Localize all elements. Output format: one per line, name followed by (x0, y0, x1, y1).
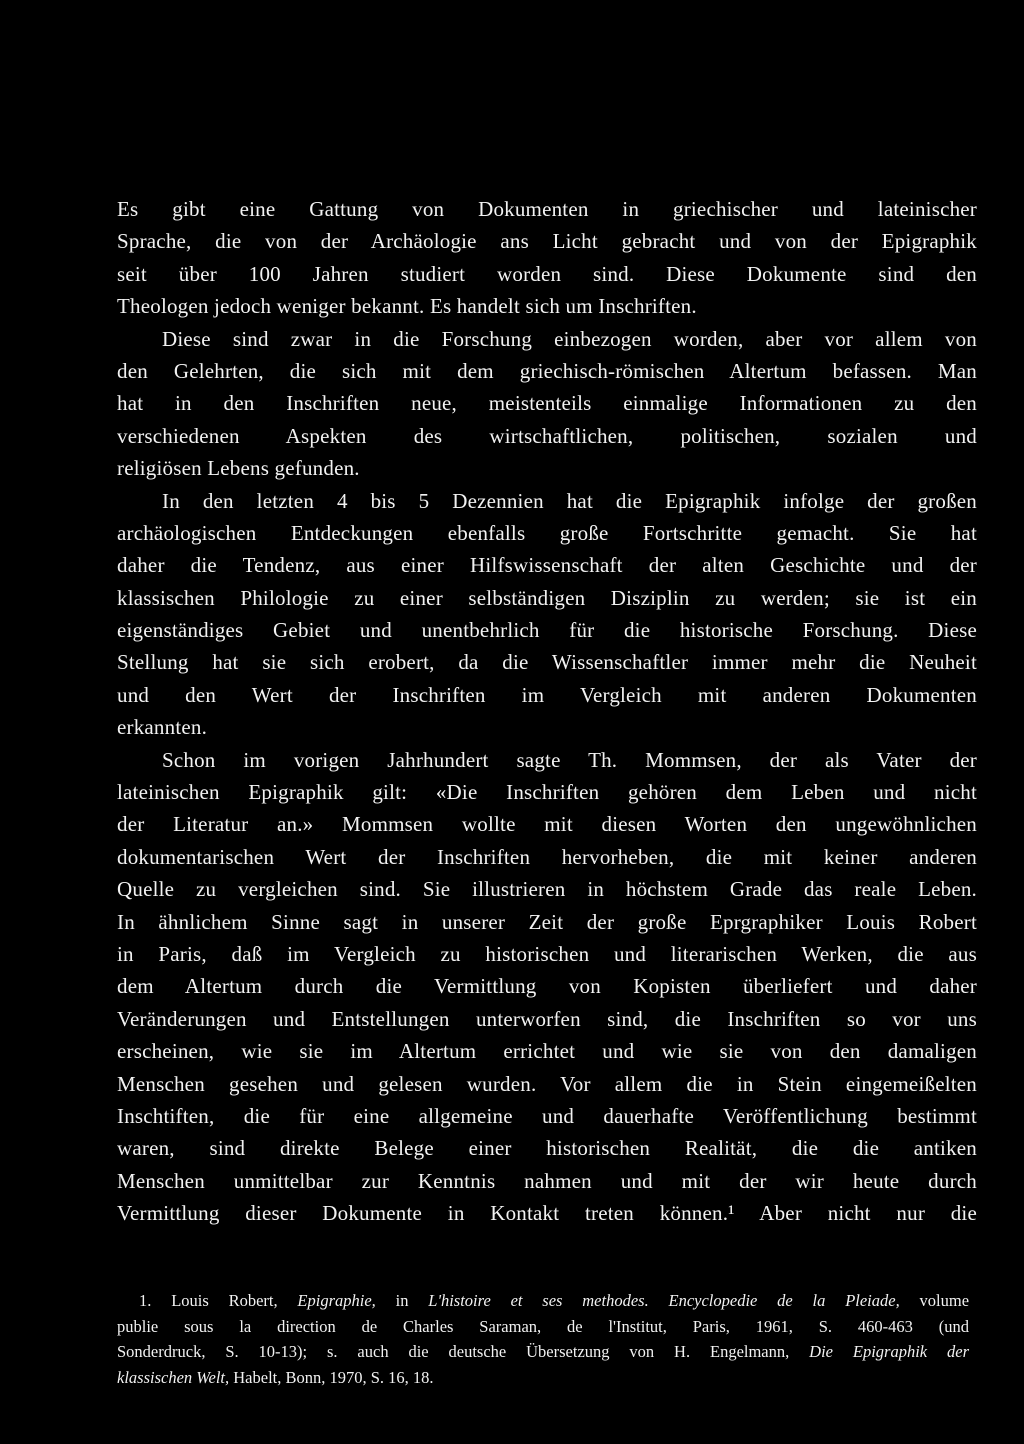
text-line: dokumentarischen Wert der Inschriften hervorheben, die mit keiner anderen (117, 844, 977, 869)
text-line: in Paris, daß im Vergleich zu historischen und literarischen Werken, die aus (117, 941, 977, 966)
text-line: Schon im vorigen Jahrhundert sagte Th. Mommsen, der als Vater der (162, 747, 977, 772)
text-line: erkannten. (117, 715, 208, 740)
footnote-series-title: L'histoire et ses methodes. Encyclopedie de la Pleiade, (428, 1291, 900, 1310)
footnote-line (117, 1288, 969, 1314)
text-line: der Literatur an.» Mommsen wollte mit diesen Worten den ungewöhnlichen (117, 812, 977, 837)
text-line: verschiedenen Aspekten des wirtschaftlichen, politischen, sozialen und (117, 423, 977, 448)
footnote-work-title: Epigraphie, (297, 1291, 376, 1310)
text-line: In ähnlichem Sinne sagt in unserer Zeit der große Eprgraphiker Louis Robert (117, 909, 977, 934)
footnote-author: Louis Robert, (171, 1291, 278, 1310)
footnote-text: volume (919, 1291, 970, 1310)
text-line: erscheinen, wie sie im Altertum errichtet und wie sie von den damaligen (117, 1039, 977, 1064)
text-line: lateinischen Epigraphik gilt: «Die Inschriften gehören dem Leben und nicht (117, 780, 977, 805)
text-line: In den letzten 4 bis 5 Dezennien hat die Epigraphik infolge der großen (162, 488, 977, 513)
text-line: Diese sind zwar in die Forschung einbezogen worden, aber vor allem von (162, 326, 977, 351)
footnote-book-title: Die Epigraphik der (809, 1342, 970, 1361)
footnote (117, 1288, 969, 1390)
footnote-line: publie sous la direction de Charles Saraman, de l'Institut, Paris, 1961, S. 460-463 (und (117, 1316, 969, 1336)
footnote-text: in (395, 1291, 409, 1310)
text-line: eigenständiges Gebiet und unentbehrlich für die historische Forschung. Diese (117, 618, 977, 643)
text-line: klassischen Philologie zu einer selbständigen Disziplin zu werden; sie ist ein (117, 585, 977, 610)
footnote-line (117, 1365, 969, 1391)
text-line: Sprache, die von der Archäologie ans Licht gebracht und von der Epigraphik (117, 229, 977, 254)
text-line: Stellung hat sie sich erobert, da die Wissenschaftler immer mehr die Neuheit (117, 650, 977, 675)
text-line: und den Wert der Inschriften im Vergleich mit anderen Dokumenten (117, 682, 977, 707)
text-line: dem Altertum durch die Vermittlung von Kopisten überliefert und daher (117, 974, 977, 999)
text-line: religiösen Lebens gefunden. (117, 456, 360, 481)
text-line: den Gelehrten, die sich mit dem griechisch-römischen Altertum befassen. Man (117, 358, 977, 383)
footnote-book-title: klassischen Welt, (117, 1367, 230, 1387)
text-line: archäologischen Entdeckungen ebenfalls große Fortschritte gemacht. Sie hat (117, 520, 977, 545)
footnote-number: 1. (139, 1291, 152, 1310)
text-line: daher die Tendenz, aus einer Hilfswissenschaft der alten Geschichte und der (117, 553, 977, 578)
text-line: Veränderungen und Entstellungen unterworfen sind, die Inschriften so vor uns (117, 1006, 977, 1031)
text-line: waren, sind direkte Belege einer historischen Realität, die die antiken (117, 1136, 977, 1161)
text-line: hat in den Inschriften neue, meistenteils einmalige Informationen zu den (117, 391, 977, 416)
text-line: Menschen unmittelbar zur Kenntnis nahmen und mit der wir heute durch (117, 1168, 977, 1193)
text-line: Menschen gesehen und gelesen wurden. Vor allem die in Stein eingemeißelten (117, 1071, 977, 1096)
text-line: seit über 100 Jahren studiert worden sind. Diese Dokumente sind den (117, 261, 977, 286)
footnote-line (117, 1339, 969, 1365)
text-line: Es gibt eine Gattung von Dokumenten in griechischer und lateinischer (117, 197, 977, 221)
text-line: Vermittlung dieser Dokumente in Kontakt treten können.¹ Aber nicht nur die (117, 1201, 977, 1226)
footnote-text: Sonderdruck, S. 10-13); s. auch die deutsche Übersetzung von H. Engelmann, (117, 1342, 790, 1361)
text-line: Inschtiften, die für eine allgemeine und dauerhafte Veröffentlichung bestimmt (117, 1103, 977, 1128)
text-line: Theologen jedoch weniger bekannt. Es handelt sich um Inschriften. (117, 294, 697, 319)
footnote-text: Habelt, Bonn, 1970, S. 16, 18. (233, 1367, 434, 1387)
text-line: Quelle zu vergleichen sind. Sie illustrieren in höchstem Grade das reale Leben. (117, 877, 977, 902)
body-text (117, 193, 977, 1230)
